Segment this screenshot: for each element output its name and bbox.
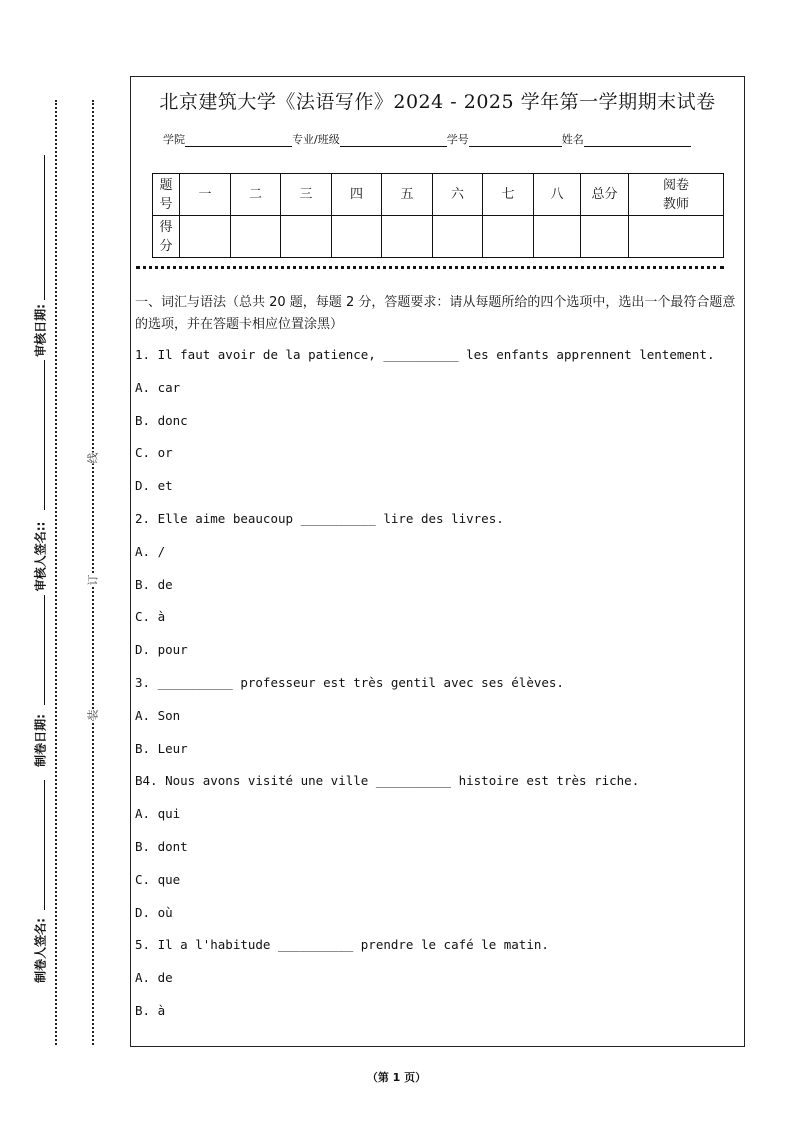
- answer-option: D. pour: [135, 642, 188, 658]
- college-label: 学院: [163, 133, 185, 146]
- answer-option: C. à: [135, 609, 166, 625]
- answer-option: B. à: [135, 1003, 166, 1018]
- header-cell: 总分: [581, 174, 629, 216]
- major-class-blank: [340, 134, 447, 147]
- review-date-line: [44, 155, 45, 300]
- answer-option: B. Leur: [135, 740, 188, 756]
- score-cell[interactable]: [180, 216, 231, 258]
- answer-option: D. où: [135, 904, 173, 920]
- score-cell[interactable]: [534, 216, 581, 258]
- score-cell[interactable]: [629, 216, 724, 258]
- answer-option: D. et: [135, 478, 173, 494]
- maker-date-label: 制卷日期:: [33, 714, 48, 767]
- answer-option: C. que: [135, 871, 181, 887]
- answer-option: A. qui: [135, 806, 181, 822]
- section-title: 一、词汇与语法（总共 20 题，每题 2 分，答题要求：请从每题所给的四个选项中，选出一个最符合题意的选项，并在答题卡相应位置涂黑）: [135, 295, 736, 332]
- question-text: B4. Nous avons visité une ville __________ histoire est très riche.: [135, 773, 640, 789]
- answer-option: B. dont: [135, 839, 188, 854]
- score-table: [152, 173, 724, 258]
- score-cell[interactable]: [433, 216, 483, 258]
- question-text: 2. Elle aime beaucoup __________ lire des livres.: [135, 511, 504, 526]
- name-blank: [584, 134, 691, 147]
- reviewer-signature-line: [44, 360, 45, 510]
- answer-option: A. car: [135, 379, 181, 395]
- maker-signature-line: [44, 780, 45, 910]
- score-cell[interactable]: [483, 216, 534, 258]
- name-label: 姓名: [561, 133, 584, 146]
- question-text: 5. Il a l'habitude __________ prendre le café le matin.: [135, 937, 549, 953]
- answer-option: B. de: [135, 576, 173, 592]
- college-blank: [185, 134, 292, 147]
- score-table-header-row: [153, 174, 724, 216]
- binding-char-zhuang: 装: [86, 709, 100, 721]
- page-footer: （第 1 页）: [366, 1071, 427, 1084]
- student-id-label: 学号: [446, 133, 469, 146]
- answer-option: A. /: [135, 543, 166, 559]
- answer-option: A. de: [135, 970, 173, 986]
- header-cell: 二: [231, 174, 281, 216]
- score-cell[interactable]: [332, 216, 382, 258]
- header-cell: 七: [483, 174, 534, 216]
- score-cell[interactable]: [231, 216, 281, 258]
- score-cell[interactable]: [281, 216, 332, 258]
- question-text: 3. __________ professeur est très gentil avec ses élèves.: [135, 675, 564, 690]
- student-id-blank: [469, 134, 562, 147]
- question-text: 1. Il faut avoir de la patience, __________ les enfants apprennent lentement.: [135, 347, 715, 362]
- header-cell: 一: [180, 174, 231, 216]
- maker-signature-label: 制卷人签名:: [33, 918, 48, 983]
- binding-dotted-line-inner: [92, 100, 94, 1045]
- score-cell[interactable]: [581, 216, 629, 258]
- header-cell: 六: [433, 174, 483, 216]
- score-table-score-row: [153, 216, 724, 258]
- header-cell: 阅卷 教师: [629, 174, 724, 216]
- major-class-label: 专业/班级: [292, 133, 340, 146]
- header-cell: 八: [534, 174, 581, 216]
- answer-option: B. donc: [135, 412, 188, 428]
- dotted-separator: [136, 266, 724, 269]
- answer-option: A. Son: [135, 707, 181, 723]
- review-date-label: 审核日期:: [33, 304, 48, 357]
- question-number-label: 题 号: [153, 174, 180, 216]
- header-cell: 四: [332, 174, 382, 216]
- exam-title: 北京建筑大学《法语写作》2024 - 2025 学年第一学期期末试卷: [159, 91, 716, 113]
- answer-option: C. or: [135, 445, 173, 461]
- binding-char-ding: 订: [86, 574, 100, 586]
- maker-date-line: [44, 595, 45, 705]
- binding-char-xian: 线: [86, 452, 100, 464]
- header-cell: 三: [281, 174, 332, 216]
- student-info-row: [163, 131, 691, 147]
- header-cell: 五: [382, 174, 433, 216]
- binding-dotted-line-outer: [55, 100, 57, 1045]
- reviewer-signature-label: 审核人签名::: [33, 521, 48, 592]
- score-label: 得 分: [153, 216, 180, 258]
- score-cell[interactable]: [382, 216, 433, 258]
